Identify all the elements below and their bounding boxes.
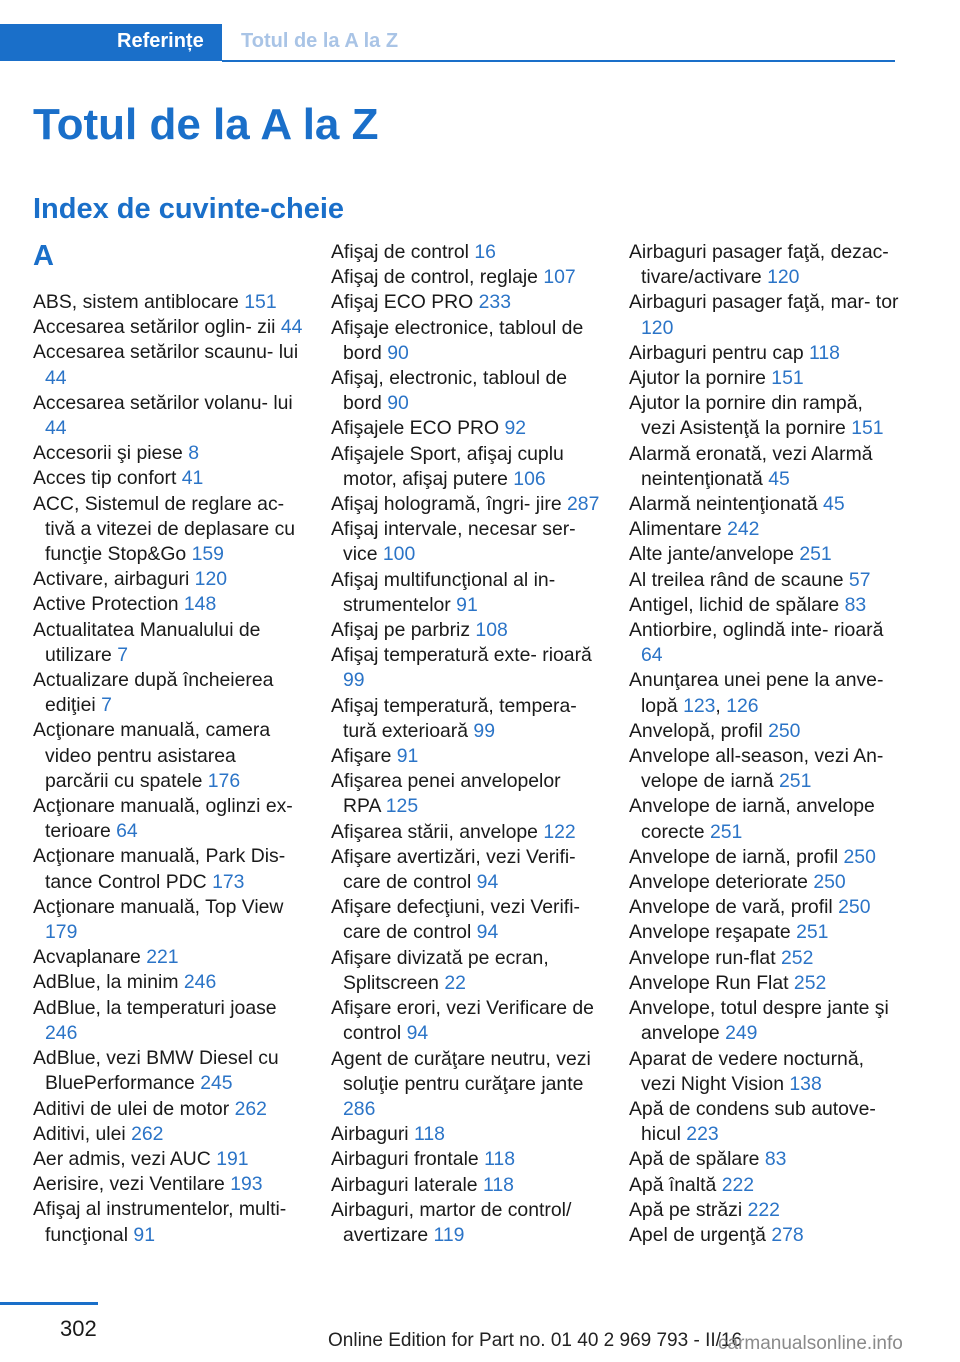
page-reference-link[interactable]: 286 <box>343 1097 376 1120</box>
index-entry-text: Afişajele ECO PRO <box>331 417 500 440</box>
index-entry <box>33 1147 303 1172</box>
page-reference-link[interactable]: 123 <box>683 694 716 717</box>
index-entry-text: Apă de condens sub autove‐ hicul <box>629 1097 876 1146</box>
watermark: carmanualsonline.info <box>718 1333 903 1354</box>
page-reference-link[interactable]: 173 <box>212 870 245 893</box>
index-entry <box>629 1223 901 1248</box>
index-entry <box>331 1173 603 1198</box>
page-reference-link[interactable]: 252 <box>781 946 814 969</box>
index-entry-text: Alimentare <box>629 518 722 541</box>
index-entry-text: Afişare erori, vezi Verificare de control <box>331 997 594 1045</box>
page-reference-link[interactable]: 138 <box>789 1072 822 1095</box>
index-entry-text: Afişaj multifuncţional al in‐ strumentelor <box>331 568 556 616</box>
index-entry-text: Afişarea penei anvelopelor RPA <box>331 770 561 818</box>
index-entry-text: Alarmă neintenţionată <box>629 493 818 516</box>
page-reference-link[interactable]: 118 <box>482 1173 514 1196</box>
index-entry-text: Anvelope de iarnă, anvelope corecte <box>629 795 875 843</box>
index-entry-text: Afişare defecţiuni, vezi Verifi‐ care de control <box>331 896 580 944</box>
index-entry <box>33 1097 303 1122</box>
page-reference-link[interactable]: 278 <box>771 1223 804 1246</box>
page-reference-link[interactable]: 64 <box>641 644 663 667</box>
index-entry <box>629 618 901 668</box>
tab-totul-de-la-a-la-z[interactable]: Totul de la A la Z <box>241 30 399 52</box>
index-entry-text: Airbaguri pentru cap <box>629 341 804 364</box>
page-subtitle: Index de cuvinte-cheie <box>33 193 345 225</box>
index-entry-text: Afişaj, electronic, tabloul de bord <box>331 367 568 415</box>
index-entry <box>331 517 603 567</box>
index-entry-text: Aparat de vedere nocturnă, vezi Night Vision <box>629 1047 864 1095</box>
tab-referinte[interactable] <box>0 24 222 61</box>
index-entry <box>331 769 603 819</box>
index-entry-text: AdBlue, vezi BMW Diesel cu BluePerformance <box>33 1047 279 1095</box>
page-reference-link[interactable]: 251 <box>779 770 812 793</box>
page-reference-link[interactable]: 223 <box>686 1123 719 1146</box>
index-entry <box>33 668 303 718</box>
index-entry <box>331 1147 603 1172</box>
index-entry <box>629 290 901 340</box>
index-entry-text: Ajutor la pornire <box>629 367 766 390</box>
page-reference-link[interactable]: 91 <box>133 1223 155 1246</box>
index-entry <box>33 618 303 668</box>
index-entry-text: Apă de spălare <box>629 1148 760 1171</box>
index-entry <box>331 895 603 945</box>
page-reference-link[interactable]: 120 <box>767 266 800 289</box>
page-reference-link[interactable]: 99 <box>343 669 365 692</box>
index-entry <box>629 593 901 618</box>
header-divider <box>222 60 895 62</box>
index-entry <box>33 970 303 995</box>
page-reference-link[interactable]: 118 <box>414 1123 445 1146</box>
index-entry-text: Airbaguri pasager faţă, dezac‐ tivare/activare <box>629 241 889 289</box>
index-entry-text: Activare, airbaguri <box>33 568 190 591</box>
index-entry-text: Anunţarea unei pene la anve‐ lopă <box>629 669 884 717</box>
index-entry-text: Anvelope run-flat <box>629 946 776 969</box>
index-entry <box>629 517 901 542</box>
index-entry-text: Anvelope deteriorate <box>629 871 808 894</box>
index-entry <box>331 290 603 315</box>
index-entry-text: Aditivi de ulei de motor <box>33 1097 230 1120</box>
index-entry <box>33 441 303 466</box>
index-entry <box>33 315 303 340</box>
index-entry-text: Accesarea setărilor oglin‐ zii <box>33 316 276 339</box>
page-reference-link[interactable]: 107 <box>543 266 576 289</box>
index-entry-text: Afişare divizată pe ecran, Splitscreen <box>331 946 549 994</box>
index-entry <box>33 945 303 970</box>
page-reference-link[interactable]: 233 <box>478 291 511 314</box>
page-reference-link[interactable]: 222 <box>747 1198 780 1221</box>
index-entry <box>331 366 603 416</box>
tab-referinte-label: Referințe <box>117 30 204 52</box>
page-reference-link[interactable]: 108 <box>475 619 508 642</box>
page-reference-link[interactable]: 151 <box>244 291 277 313</box>
index-entry-text: Agent de curăţare neutru, vezi soluţie pentru curăţare jante <box>331 1047 591 1095</box>
page-reference-link[interactable]: 22 <box>444 971 466 994</box>
index-entry-text: Accesarea setărilor volanu‐ lui <box>33 391 293 414</box>
index-entry-text: Al treilea rând de scaune <box>629 568 844 591</box>
index-entry-text: Afişare avertizări, vezi Verifi‐ care de control <box>331 845 576 894</box>
index-entry-text: Afişaj de control, reglaje <box>331 266 538 289</box>
index-entry-text: Acvaplanare <box>33 946 141 969</box>
index-entry <box>33 391 303 441</box>
index-entry <box>331 643 603 693</box>
index-entry <box>629 895 901 920</box>
index-entry <box>629 1097 901 1147</box>
index-entry-text: Afişaj de control <box>331 241 469 263</box>
index-entry <box>331 1198 603 1248</box>
page-reference-link[interactable]: 252 <box>793 971 827 994</box>
page-reference-link[interactable]: 7 <box>117 643 129 666</box>
page-number: 302 <box>60 1316 97 1341</box>
edition-note: Online Edition for Part no. 01 40 2 969 793 - II/16 <box>328 1330 743 1351</box>
index-entry-text: Apel de urgenţă <box>629 1223 766 1246</box>
page-reference-link[interactable]: 94 <box>476 921 499 944</box>
page-reference-link[interactable]: 83 <box>844 593 867 616</box>
page-reference-link[interactable]: 250 <box>813 871 846 894</box>
index-entry-text: Anvelope all-season, vezi An‐ velope de iarnă <box>629 745 884 793</box>
page-reference-link[interactable]: 176 <box>207 769 241 792</box>
index-column-3 <box>629 240 901 1248</box>
index-entry <box>331 946 603 996</box>
page-reference-link[interactable]: 262 <box>234 1097 267 1120</box>
index-entry-text: Airbaguri pasager faţă, mar‐ tor <box>629 291 899 314</box>
index-entry <box>33 466 303 491</box>
index-entry-text: Acces tip confort <box>33 467 177 490</box>
index-entry-text: Ajutor la pornire din rampă, vezi Asistenţă la pornire <box>629 392 863 440</box>
page-reference-link[interactable]: 222 <box>721 1173 755 1196</box>
index-entry <box>629 744 901 794</box>
index-entry <box>629 1198 901 1223</box>
page-reference-link[interactable]: 91 <box>456 593 478 616</box>
page-reference-link[interactable]: 64 <box>116 820 138 843</box>
page-reference-link[interactable]: 41 <box>181 467 204 490</box>
index-entry <box>629 366 901 391</box>
page-reference-link[interactable]: 246 <box>183 971 217 994</box>
page-reference-link[interactable]: 100 <box>382 543 416 566</box>
index-entry <box>33 844 303 894</box>
page-reference-link[interactable]: 120 <box>641 316 674 339</box>
index-entry <box>33 1197 303 1247</box>
index-entry-text: Aditivi, ulei <box>33 1122 126 1145</box>
index-entry-text: Airbaguri frontale <box>331 1148 479 1171</box>
index-entry-text: Alarmă eronată, vezi Alarmă neintenţionată <box>629 442 873 490</box>
index-entry-text: Anvelopă, profil <box>629 719 763 742</box>
index-entry-text: Afişare <box>331 745 392 768</box>
index-entry: Anunţarea unei pene la anve‐ lopă 123, 126 <box>629 669 884 717</box>
page-reference-link[interactable]: 246 <box>45 1021 78 1044</box>
page-reference-link[interactable]: 251 <box>709 820 743 843</box>
page-reference-link[interactable]: 250 <box>843 845 876 868</box>
index-entry <box>331 996 603 1046</box>
index-entry <box>629 240 901 290</box>
page-reference-link[interactable]: 148 <box>183 593 217 616</box>
index-entry-text: Antigel, lichid de spălare <box>629 593 840 616</box>
page-reference-link[interactable]: 118 <box>484 1148 515 1171</box>
page-reference-link[interactable]: 106 <box>513 467 546 490</box>
index-entry <box>331 416 603 441</box>
page-reference-link[interactable]: 119 <box>433 1223 465 1246</box>
page-title: Totul de la A la Z <box>33 100 379 149</box>
index-entry-text: Active Protection <box>33 593 179 616</box>
index-entry-text: AdBlue, la temperaturi joase <box>33 996 277 1019</box>
index-entry <box>629 1047 901 1097</box>
index-entry <box>33 1172 303 1197</box>
index-entry <box>331 820 603 845</box>
page-reference-link[interactable]: 151 <box>771 367 804 390</box>
page-reference-link[interactable]: 7 <box>101 694 112 717</box>
page-reference-link[interactable]: 191 <box>216 1147 249 1170</box>
index-entry-text: Aer admis, vezi AUC <box>33 1147 211 1170</box>
page-reference-link[interactable]: 151 <box>851 417 884 440</box>
index-entry-text: Acţionare manuală, camera video pentru asistarea parcării cu spatele <box>33 719 271 792</box>
index-entry <box>33 1122 303 1147</box>
index-entry <box>629 845 901 870</box>
index-entry <box>331 316 603 366</box>
page-reference-link[interactable]: 179 <box>45 921 78 944</box>
index-entry-text: Afişaj temperatură, tempera‐ tură exterioară <box>331 694 577 742</box>
index-entry-text: Anvelope Run Flat <box>629 971 789 994</box>
header-bar <box>0 24 895 62</box>
index-entry <box>629 946 901 971</box>
index-entry <box>629 870 901 895</box>
page-reference-link[interactable]: 221 <box>146 946 179 969</box>
index-entry-text: Alte jante/anvelope <box>629 543 794 566</box>
index-entry-text: Apă pe străzi <box>629 1198 743 1221</box>
page-reference-link[interactable]: 44 <box>45 366 67 389</box>
index-entry-text: Afişaj intervale, necesar ser‐ vice <box>331 518 576 566</box>
index-entry <box>331 618 603 643</box>
index-entry-text: Anvelope de vară, profil <box>629 896 833 919</box>
index-entry <box>629 971 901 996</box>
page-reference-link[interactable]: 99 <box>473 719 495 742</box>
page-reference-link[interactable]: 193 <box>230 1173 263 1196</box>
page-reference-link[interactable]: 242 <box>727 518 760 541</box>
index-entry <box>33 996 303 1046</box>
index-entry-text: Antiorbire, oglindă inte‐ rioară <box>629 619 884 642</box>
index-entry-text: Afişaj pe parbriz <box>331 619 471 642</box>
index-entry <box>33 492 303 568</box>
index-entry <box>33 592 303 617</box>
page-reference-link[interactable]: 120 <box>194 568 228 591</box>
page-reference-link[interactable]: 262 <box>131 1122 164 1145</box>
index-entry <box>331 1122 603 1147</box>
index-entry <box>331 442 603 492</box>
index-entry <box>33 340 303 390</box>
index-entry-text: Acţionare manuală, Park Dis‐ tance Control PDC <box>33 845 286 893</box>
index-entry-text: Accesarea setărilor scaunu‐ lui <box>33 341 299 364</box>
index-entry-text: Anvelope de iarnă, profil <box>629 845 839 868</box>
index-entry <box>33 1046 303 1096</box>
index-entry <box>629 1173 901 1198</box>
index-entry-text: Actualizare după încheierea ediţiei <box>33 669 274 717</box>
index-entry-text: Anvelope, totul despre jante şi anvelope <box>629 997 889 1045</box>
index-entry <box>331 694 603 744</box>
page-reference-link[interactable]: 57 <box>848 568 871 591</box>
index-entry-text: Airbaguri, martor de control/ avertizare <box>331 1198 572 1246</box>
index-entry-text: Acţionare manuală, Top View <box>33 895 284 918</box>
index-entry <box>629 442 901 492</box>
index-entry <box>331 265 603 290</box>
index-entry <box>629 719 901 744</box>
index-entry <box>331 568 603 618</box>
index-entry <box>33 567 303 592</box>
index-letter-heading: A <box>33 240 54 272</box>
index-entry-text: Afişaje electronice, tabloul de bord <box>331 316 584 364</box>
page-reference-link[interactable]: 251 <box>796 921 829 944</box>
index-entry-text: Airbaguri <box>331 1123 409 1146</box>
page-reference-link[interactable]: 44 <box>280 316 303 339</box>
index-entry-text: Apă înaltă <box>629 1173 717 1196</box>
page-reference-link[interactable]: 44 <box>45 417 67 440</box>
index-entry-text: Afişajele Sport, afişaj cuplu motor, afişaj putere <box>331 442 564 490</box>
index-entry <box>331 240 603 265</box>
index-entry <box>629 794 901 844</box>
index-entry <box>33 895 303 945</box>
index-entry <box>331 845 603 895</box>
footer-divider <box>0 1302 98 1305</box>
page-reference-link[interactable]: 90 <box>387 392 409 415</box>
page-reference-link[interactable]: 159 <box>191 543 224 566</box>
page-reference-link[interactable]: 8 <box>188 442 199 465</box>
index-entry <box>629 920 901 945</box>
page-reference-link[interactable]: 45 <box>768 467 790 490</box>
page-reference-link[interactable]: 94 <box>406 1022 429 1045</box>
index-entry-text: ABS, sistem antiblocare <box>33 291 239 313</box>
index-entry <box>629 1147 901 1172</box>
page-reference-link[interactable]: 94 <box>476 871 499 894</box>
page-reference-link[interactable]: 45 <box>823 493 845 516</box>
index-entry <box>629 492 901 517</box>
page-reference-link[interactable]: 118 <box>809 341 840 364</box>
index-entry-text: Afişaj al instrumentelor, multi‐ funcţional <box>33 1198 287 1246</box>
index-entry-text: Anvelope reşapate <box>629 921 791 944</box>
index-entry <box>629 542 901 567</box>
page-reference-link[interactable]: 251 <box>799 543 832 566</box>
page-reference-link[interactable]: 250 <box>768 719 801 742</box>
index-entry <box>331 492 603 517</box>
index-entry <box>33 718 303 794</box>
index-entry <box>629 341 901 366</box>
page-reference-link[interactable]: 83 <box>764 1148 787 1171</box>
index-entry-text: Afişarea stării, anvelope <box>331 820 538 843</box>
index-entry-text: Aerisire, vezi Ventilare <box>33 1173 225 1196</box>
page-reference-link[interactable]: 245 <box>200 1072 233 1095</box>
index-entry <box>33 290 303 315</box>
page-reference-link[interactable]: 126 <box>726 694 759 717</box>
index-entry-text: Afişaj hologramă, îngri‐ jire <box>331 493 562 516</box>
index-column-1 <box>33 240 303 1248</box>
page-reference-link[interactable]: 122 <box>543 820 576 843</box>
page-reference-link[interactable]: 92 <box>504 417 527 440</box>
index-entry <box>629 996 901 1046</box>
index-entry <box>629 568 901 593</box>
index-entry <box>331 1047 603 1123</box>
page-reference-link[interactable]: 90 <box>387 341 409 364</box>
page-reference-link[interactable]: 125 <box>385 795 419 818</box>
index-entry <box>331 744 603 769</box>
page-reference-link[interactable]: 250 <box>838 896 871 919</box>
index-column-2 <box>331 240 603 1248</box>
index-entry-text: Accesorii şi piese <box>33 442 183 465</box>
index-entry <box>629 391 901 441</box>
index-entry-text: Acţionare manuală, oglinzi ex‐ terioare <box>33 795 293 843</box>
index-entry-text: Actualitatea Manualului de utilizare <box>33 618 261 666</box>
index-entry <box>33 794 303 844</box>
index-entry-text: Airbaguri laterale <box>331 1173 478 1196</box>
page-reference-link[interactable]: 91 <box>396 745 419 768</box>
index-entry-text: AdBlue, la minim <box>33 971 179 994</box>
index-entry-text: Afişaj temperatură exte‐ rioară <box>331 644 592 667</box>
page-reference-link[interactable]: 249 <box>725 1022 758 1045</box>
page-reference-link[interactable]: 16 <box>474 241 496 263</box>
index-entry-text: ACC, Sistemul de reglare ac‐ tivă a vitezei de deplasare cu funcţie Stop&Go <box>33 492 296 566</box>
page-reference-link[interactable]: 287 <box>567 493 600 516</box>
index-entry-text: Afişaj ECO PRO <box>331 291 474 314</box>
